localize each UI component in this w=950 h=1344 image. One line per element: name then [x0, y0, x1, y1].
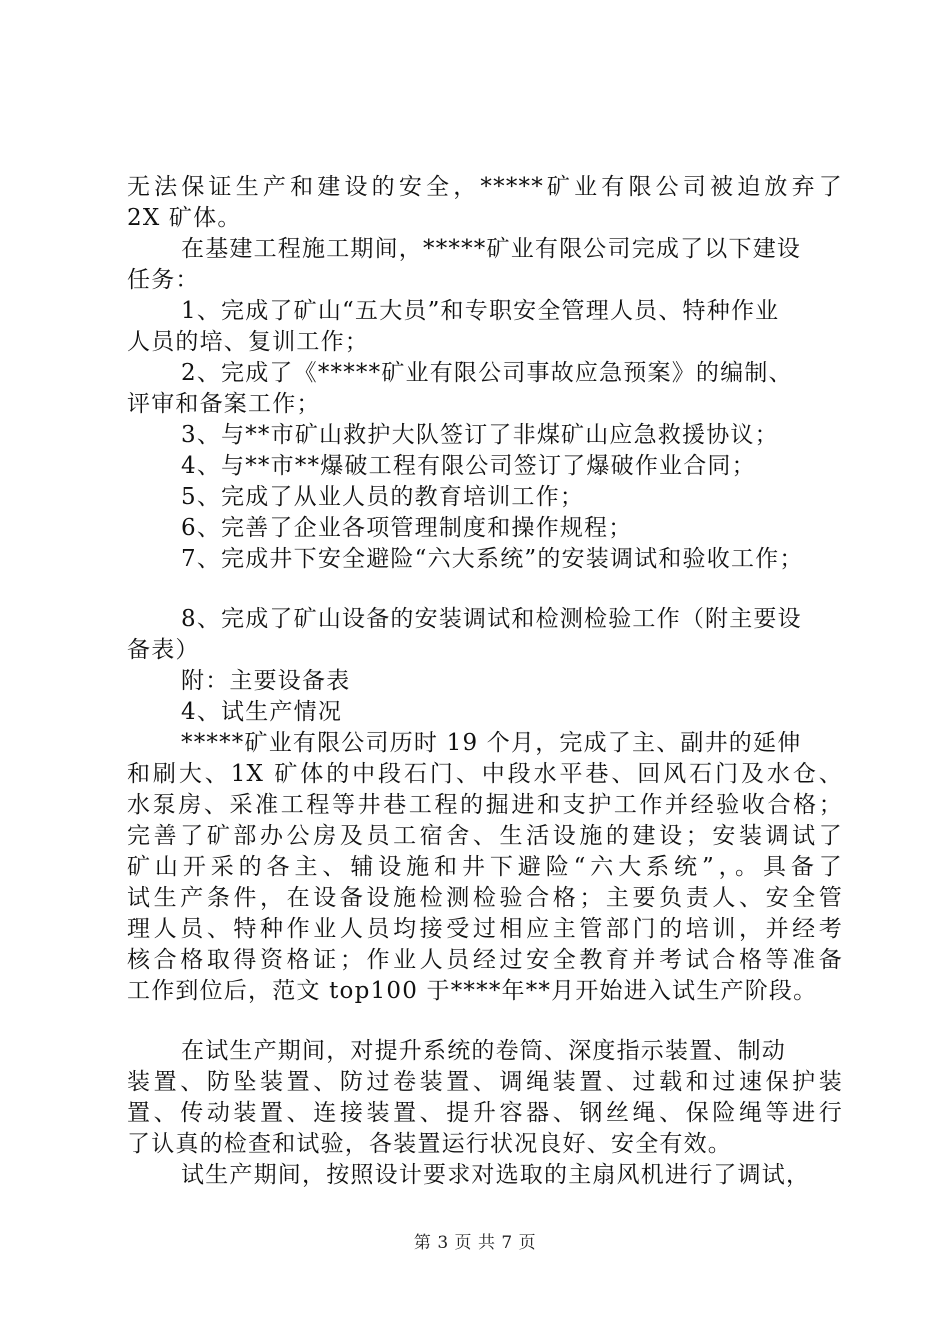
text-line: 完善了矿部办公房及员工宿舍、生活设施的建设；安装调试了	[127, 823, 843, 849]
text-line: 2X 矿体。	[127, 205, 242, 231]
text-line: 备表）	[127, 637, 200, 663]
text-line: 试生产条件，在设备设施检测检验合格；主要负责人、安全管	[127, 885, 843, 911]
text-line: 装置、防坠装置、防过卷装置、调绳装置、过载和过速保护装	[127, 1069, 843, 1095]
text-line: 理人员、特种作业人员均接受过相应主管部门的培训，并经考	[127, 916, 843, 942]
text-line: 矿山开采的各主、辅设施和井下避险“六大系统”，。具备了	[127, 854, 843, 880]
list-item: 1、完成了矿山“五大员”和专职安全管理人员、特种作业	[181, 298, 780, 324]
section-heading: 4、试生产情况	[181, 699, 343, 725]
document-body	[127, 172, 843, 1191]
text-line: 核合格取得资格证；作业人员经过安全教育并考试合格等准备	[127, 947, 843, 973]
list-item: 7、完成井下安全避险“六大系统”的安装调试和验收工作；	[181, 546, 804, 572]
blank-line	[127, 575, 843, 604]
attachment-note: 附：主要设备表	[181, 668, 351, 694]
text-line: 在试生产期间，对提升系统的卷筒、深度指示装置、制动	[181, 1038, 786, 1064]
list-item: 8、完成了矿山设备的安装调试和检测检验工作（附主要设	[181, 606, 802, 632]
text-line: 了认真的检查和试验，各装置运行状况良好、安全有效。	[127, 1131, 732, 1157]
text-line: 和刷大、1X 矿体的中段石门、中段水平巷、回风石门及水仓、	[127, 761, 843, 787]
list-item: 5、完成了从业人员的教育培训工作；	[181, 484, 585, 510]
list-item: 3、与**市矿山救护大队签订了非煤矿山应急救援协议；	[181, 422, 779, 448]
list-item: 6、完善了企业各项管理制度和操作规程；	[181, 515, 633, 541]
blank-line	[127, 1007, 843, 1036]
text-line: 试生产期间，按照设计要求对选取的主扇风机进行了调试，	[181, 1162, 811, 1188]
list-item: 4、与**市**爆破工程有限公司签订了爆破作业合同；	[181, 453, 756, 479]
list-item: 2、完成了《*****矿业有限公司事故应急预案》的编制、	[181, 360, 793, 386]
text-line: 工作到位后，范文 top100 于****年**月开始进入试生产阶段。	[127, 978, 818, 1004]
text-line: 无法保证生产和建设的安全，*****矿业有限公司被迫放弃了	[127, 174, 843, 200]
text-line: 人员的培、复训工作；	[127, 329, 369, 355]
text-line: 在基建工程施工期间，*****矿业有限公司完成了以下建设	[181, 236, 802, 262]
text-line: 任务：	[127, 267, 200, 293]
text-line: 评审和备案工作；	[127, 391, 321, 417]
text-line: *****矿业有限公司历时 19 个月，完成了主、副井的延伸	[181, 730, 802, 756]
text-line: 置、传动装置、连接装置、提升容器、钢丝绳、保险绳等进行	[127, 1100, 843, 1126]
text-line: 水泵房、采准工程等井巷工程的掘进和支护工作并经验收合格；	[127, 792, 843, 818]
page-number-footer: 第 3 页 共 7 页	[413, 1233, 537, 1253]
